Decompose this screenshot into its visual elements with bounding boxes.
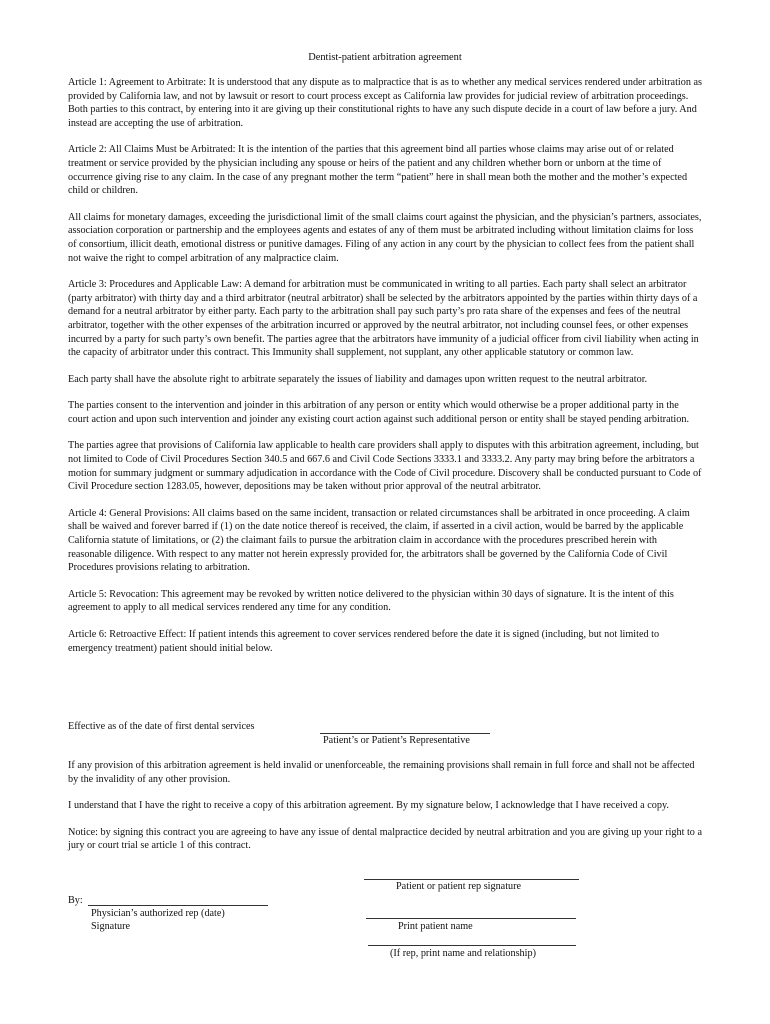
closing-section — [68, 759, 702, 866]
rep-relationship-line[interactable] — [368, 945, 576, 946]
article-6-paragraph: Article 6: Retroactive Effect: If patient intends this agreement to cover services rendered before the date it is signed (including, but not limited to emergency treatment) patient should initial below. — [68, 629, 660, 654]
physician-signature-caption: Signature — [91, 921, 131, 932]
notice-paragraph: Notice: by signing this contract you are agreeing to have any issue of dental malpractice decided by neutral arbitration and you are giving up your right to a jury or court trial se article 1 of this contract. — [68, 826, 702, 852]
article-1-paragraph: Article 1: Agreement to Arbitrate: It is understood that any dispute as to malpractice that is as to whether any medical services rendered under arbitration as provided by California law, and not by lawsuit or resort to court process except as California law provides for judicial review of arbitration proceedings. Both parties to this contract, by entering into it are giving up their constitutional rights to have any such dispute decide in a court of law before a jury. And instead are accepting the use of arbitration. — [68, 77, 702, 129]
physician-rep-caption: Physician’s authorized rep (date) — [91, 908, 225, 919]
by-label: By: — [68, 895, 83, 906]
joinder-paragraph: The parties consent to the intervention and joinder in this arbitration of any person or entity which would otherwise be a proper additional party in the court action and upon such intervention and joinder any existing court action against such additional person or entity shall be stayed pending arbitration. — [68, 400, 689, 425]
patient-representative-caption: Patient’s or Patient’s Representative — [323, 735, 470, 746]
effective-date-text: Effective as of the date of first dental services — [68, 721, 255, 732]
document-title: Dentist-patient arbitration agreement — [308, 52, 462, 63]
article-4-paragraph: Article 4: General Provisions: All claims based on the same incident, transaction or related circumstances shall be arbitrated in once proceeding. A claim shall be waived and forever barred if (1) on the date notice thereof is received, the claim, if asserted in a civil action, would be barred by the applicable California statute of limitations, or (2) the claimant fails to pursue the arbitration claim in accordance with the procedures prescribed herein with reasonable diligence. With respect to any matter not herein expressly provided for, the arbitrators shall be governed by the California Code of Civil Procedures provisions relating to arbitration. — [68, 507, 690, 574]
article-2-paragraph: Article 2: All Claims Must be Arbitrated: It is the intention of the parties that this agreement bind all parties whose claims may arise out of or related treatment or service provided by the physician including any spouse or heirs of the patient and any children whether born or unborn at the time of occurrence giving rise to any claim. In the case of any pregnant mother the term “patient” here in shall mean both the mother and the mother’s expected child or children. — [68, 144, 688, 197]
article-5-paragraph: Article 5: Revocation: This agreement may be revoked by written notice delivered to the physician within 30 days of signature. It is the intent of this agreement to apply to all medical services rendered any time for any condition. — [68, 588, 674, 614]
print-name-line[interactable] — [366, 918, 576, 919]
document-body — [68, 76, 702, 668]
california-law-paragraph: The parties agree that provisions of California law applicable to health care providers shall apply to disputes with this arbitration agreement, including, but not limited to Code of Civil Procedures Section 340.5 and 667.6 and Civil Code Sections 3333.1 and 3333.2. Any party may bring before the arbitrators a motion for summary judgment or summary adjudication in accordance with the Code of Civil procedure. Discovery shall be conducted pursuant to Code of Civil Procedure section 1283.05, however, depositions may be taken without prior approval of the neutral arbitrator. — [68, 440, 702, 493]
physician-signature-line[interactable] — [88, 905, 268, 906]
copy-acknowledgement-paragraph: I understand that I have the right to receive a copy of this arbitration agreement. By my signature below, I acknowledge that I have received a copy. — [68, 800, 669, 812]
monetary-claims-paragraph: All claims for monetary damages, exceeding the jurisdictional limit of the small claims court against the physician, and the physician’s partners, associates, association corporation or partnership and the employees agents and estates of any of them must be arbitrated including without limitation claims for loss of consortium, illicit death, emotional distress or punitive damages. Filing of any action in any court by the physician to collect fees from the patient shall not waive the right to compel arbitration of any malpractice claim. — [68, 211, 702, 264]
patient-signature-caption: Patient or patient rep signature — [396, 881, 522, 892]
separate-arbitration-paragraph: Each party shall have the absolute right to arbitrate separately the issues of liability and damages upon written request to the neutral arbitrator. — [68, 373, 648, 385]
severability-paragraph: If any provision of this arbitration agreement is held invalid or unenforceable, the remaining provisions shall remain in full force and shall not be affected by the invalidity of any other provision. — [68, 760, 695, 785]
print-name-caption: Print patient name — [398, 921, 473, 932]
rep-relationship-caption: (If rep, print name and relationship) — [390, 948, 536, 959]
article-3-paragraph: Article 3: Procedures and Applicable Law: A demand for arbitration must be communicated in writing to all parties. Each party shall select an arbitrator (party arbitrator) with thirty day and a third arbitrator (neutral arbitrator) shall be selected by the arbitrators appointed by the parties within thirty days of a demand for a neutral arbitrator by either party. Each party to the arbitration shall pay such party’s pro rata share of the expenses and fees of the neutral arbitrator, together with the other expenses of the arbitration incurred or approved by the neutral arbitrator, not including counsel fees, or other expenses incurred by a party for such party’s own benefit. The parties agree that the arbitrators have immunity of a judicial officer from civil liability when acting in the capacity of arbitrator under this contract. This Immunity shall supplement, not supplant, any other applicable statutory or common law. — [68, 279, 699, 359]
